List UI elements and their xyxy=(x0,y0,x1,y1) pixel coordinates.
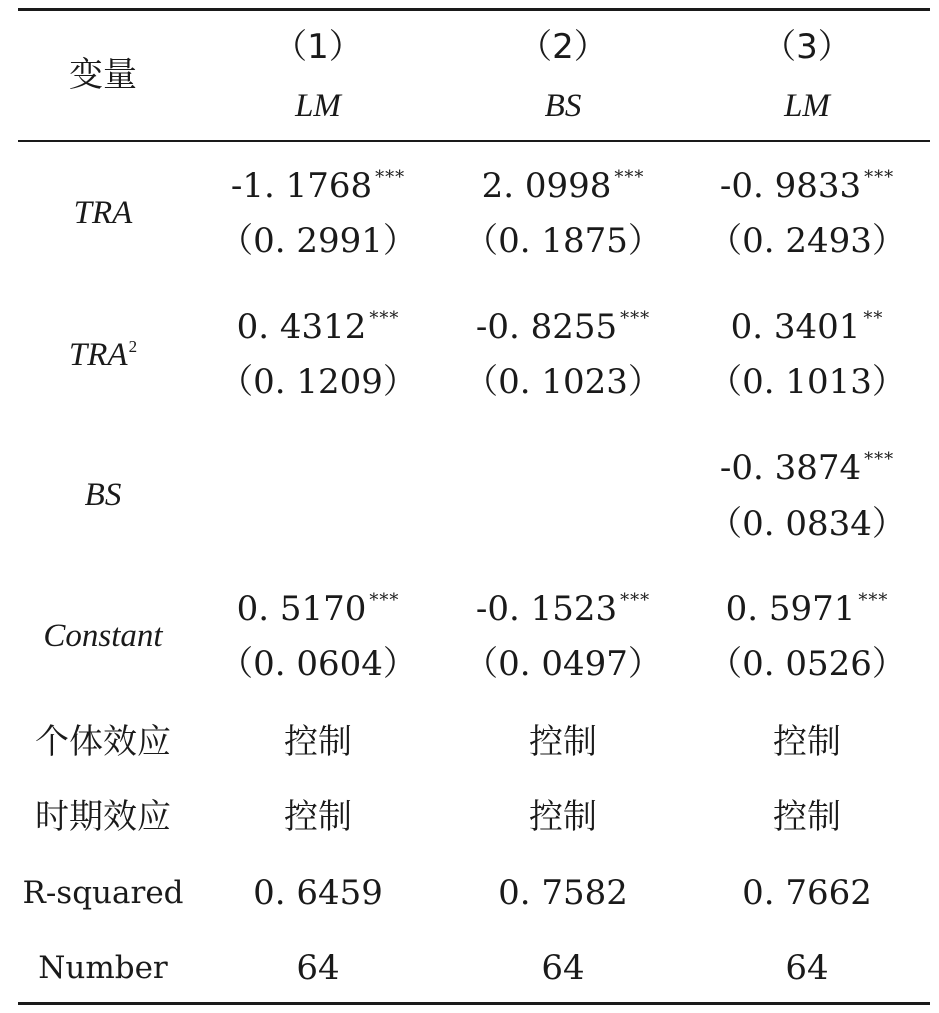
significance-stars: *** xyxy=(864,449,895,470)
coef-bs-col3: -0. 3874 *** xyxy=(719,448,895,488)
se-tra-col1: （0. 2991） xyxy=(219,221,417,261)
period-effect-col3: 控制 xyxy=(773,797,841,837)
column-2-number: （2） xyxy=(518,27,608,67)
row-label-period-effect: 时期效应 xyxy=(35,797,171,837)
period-effect-col1: 控制 xyxy=(284,797,352,837)
number-col3: 64 xyxy=(785,948,829,988)
coef-tra2-col2: -0. 8255 *** xyxy=(475,307,651,347)
significance-stars: *** xyxy=(620,308,651,329)
table-top-rule xyxy=(18,8,930,11)
row-label-individual-effect: 个体效应 xyxy=(35,722,171,762)
exponent: 2 xyxy=(128,337,138,356)
r-squared-col2: 0. 7582 xyxy=(498,873,628,913)
variable-header: 变量 xyxy=(69,55,137,95)
significance-stars: *** xyxy=(614,167,645,188)
significance-stars: *** xyxy=(858,590,889,611)
coef-tra-col3: -0. 9833 *** xyxy=(719,166,895,206)
se-tra2-col2: （0. 1023） xyxy=(464,362,662,402)
se-bs-col3: （0. 0834） xyxy=(708,504,906,544)
significance-stars: *** xyxy=(369,308,400,329)
table-bottom-rule xyxy=(18,1002,930,1005)
r-squared-col3: 0. 7662 xyxy=(742,873,872,913)
coef-tra-col2: 2. 0998 *** xyxy=(481,166,645,206)
row-label-r-squared: R-squared xyxy=(22,875,184,911)
coef-tra-col1: -1. 1768 *** xyxy=(230,166,406,206)
column-1-number: （1） xyxy=(273,27,363,67)
significance-stars: *** xyxy=(369,590,400,611)
column-3-dependent: LM xyxy=(784,88,830,124)
number-col2: 64 xyxy=(541,948,585,988)
se-tra2-col1: （0. 1209） xyxy=(219,362,417,402)
se-constant-col2: （0. 0497） xyxy=(464,644,662,684)
coef-tra2-col1: 0. 4312 *** xyxy=(236,307,400,347)
coef-constant-col1: 0. 5170 *** xyxy=(236,589,400,629)
r-squared-col1: 0. 6459 xyxy=(253,873,383,913)
significance-stars: *** xyxy=(864,167,895,188)
significance-stars: ** xyxy=(863,308,884,329)
coef-constant-col3: 0. 5971 *** xyxy=(725,589,889,629)
significance-stars: *** xyxy=(375,167,406,188)
individual-effect-col2: 控制 xyxy=(529,722,597,762)
se-tra-col2: （0. 1875） xyxy=(464,221,662,261)
coef-tra2-col3: 0. 3401 ** xyxy=(730,307,884,347)
se-constant-col3: （0. 0526） xyxy=(708,644,906,684)
se-constant-col1: （0. 0604） xyxy=(219,644,417,684)
se-tra-col3: （0. 2493） xyxy=(708,221,906,261)
table-header-rule xyxy=(18,140,930,142)
coef-constant-col2: -0. 1523 *** xyxy=(475,589,651,629)
period-effect-col2: 控制 xyxy=(529,797,597,837)
number-col1: 64 xyxy=(296,948,340,988)
row-label-number: Number xyxy=(38,950,168,986)
row-label-tra: TRA xyxy=(73,195,133,231)
individual-effect-col1: 控制 xyxy=(284,722,352,762)
row-label-tra-squared: TRA$^2$ xyxy=(68,337,138,373)
se-tra2-col3: （0. 1013） xyxy=(708,362,906,402)
column-2-dependent: BS xyxy=(544,88,582,124)
row-label-constant: Constant xyxy=(43,618,163,654)
row-label-bs: BS xyxy=(84,477,122,513)
significance-stars: *** xyxy=(620,590,651,611)
individual-effect-col3: 控制 xyxy=(773,722,841,762)
column-1-dependent: LM xyxy=(295,88,341,124)
column-3-number: （3） xyxy=(762,27,852,67)
